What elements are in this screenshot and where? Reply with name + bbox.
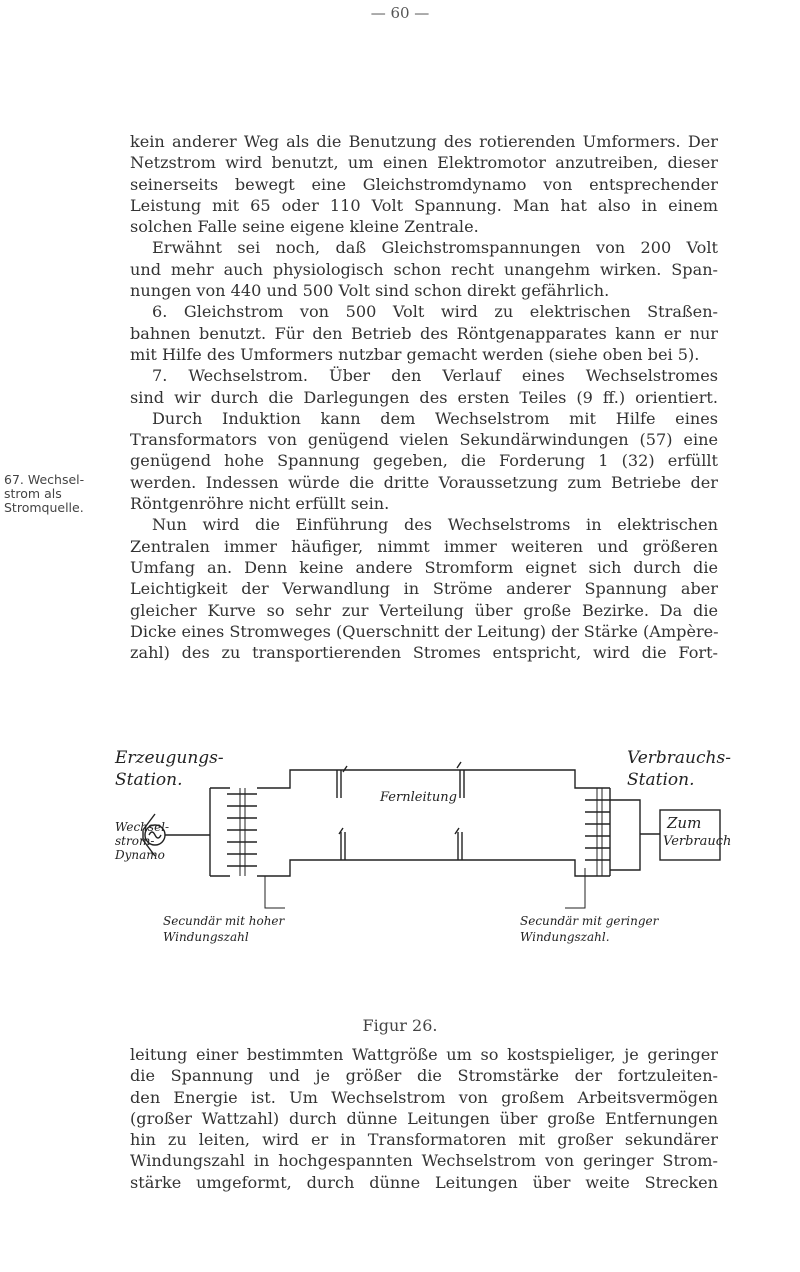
- margin-note-line: 67. Wechsel-: [4, 472, 85, 487]
- label-generating-station-2: Station.: [115, 770, 183, 790]
- label-dynamo: Wechsel-: [115, 820, 170, 834]
- text-line: Dicke eines Stromweges (Querschnitt der Leitung) der Stärke (Ampère-: [130, 621, 719, 641]
- label-secondary-low: Secundär mit geringer: [520, 914, 659, 928]
- insulator-icon: [339, 828, 345, 860]
- text-line: zahl) des zu transportierenden Stromes entspricht, wird die Fort-: [130, 643, 718, 663]
- text-line: den Energie ist. Um Wechselstrom von großem Arbeitsvermögen: [130, 1087, 718, 1107]
- text-line: seinerseits bewegt eine Gleichstromdynamo von entsprechender: [130, 174, 718, 194]
- consumer-circuit: [610, 800, 640, 870]
- margin-note-line: strom als: [4, 486, 62, 501]
- text-line: Durch Induktion kann dem Wechselstrom mit Hilfe eines: [152, 408, 718, 428]
- label-consuming-station: Verbrauchs-: [627, 748, 731, 768]
- label-consumer: Zum: [667, 814, 702, 832]
- text-line: 7. Wechselstrom. Über den Verlauf eines Wechselstromes: [152, 366, 718, 386]
- text-line: die Spannung und je größer die Stromstärke der fortzuleiten-: [130, 1066, 718, 1086]
- text-line: Windungszahl in hochgespannten Wechselstrom von geringer Strom-: [130, 1151, 718, 1171]
- text-line: bahnen benutzt. Für den Betrieb des Röntgenapparates kann er nur: [130, 323, 718, 343]
- figure-caption: Figur 26.: [362, 1016, 438, 1035]
- figure-26-diagram: [115, 748, 740, 1010]
- text-line: solchen Falle seine eigene kleine Zentrale.: [130, 217, 479, 237]
- text-line: mit Hilfe des Umformers nutzbar gemacht werden (siehe oben bei 5).: [130, 344, 700, 364]
- step-up-transformer: [227, 788, 257, 876]
- text-line: (großer Wattzahl) durch dünne Leitungen über große Entfernungen: [130, 1108, 718, 1128]
- text-line: leitung einer bestimmten Wattgröße um so kostspieliger, je geringer: [130, 1045, 718, 1064]
- text-line: werden. Indessen würde die dritte Voraussetzung zum Betriebe der: [130, 472, 718, 492]
- text-line: Leistung mit 65 oder 110 Volt Spannung. Man hat also in einem: [130, 195, 718, 215]
- step-down-transformer: [585, 788, 610, 876]
- label-generating-station: Erzeugungs-: [115, 748, 224, 768]
- label-consumer-2: Verbrauch: [663, 834, 732, 849]
- page-number: — 60 —: [370, 4, 430, 22]
- text-line: sind wir durch die Darlegungen des ersten Teiles (9 ff.) orientiert.: [130, 387, 718, 407]
- text-line: genügend hohe Spannung gegeben, die Forderung 1 (32) erfüllt: [130, 451, 718, 471]
- text-line: Röntgenröhre nicht erfüllt sein.: [130, 494, 390, 514]
- insulator-icon: [337, 766, 347, 798]
- label-secondary-high: Secundär mit hoher: [163, 914, 285, 928]
- insulator-icon: [455, 828, 462, 860]
- text-line: Erwähnt sei noch, daß Gleichstromspannungen von 200 Volt: [152, 238, 718, 258]
- text-line: Netzstrom wird benutzt, um einen Elektromotor anzutreiben, dieser: [130, 153, 718, 173]
- text-line: Leichtigkeit der Verwandlung in Ströme anderer Spannung aber: [130, 579, 718, 599]
- label-transmission-line: Fernleitung: [380, 790, 457, 805]
- text-line: nungen von 440 und 500 Volt sind schon direkt gefährlich.: [130, 281, 610, 301]
- body-text-bottom: [130, 1044, 718, 1193]
- label-secondary-high-2: Windungszahl: [163, 930, 249, 944]
- text-line: Zentralen immer häufiger, nimmt immer weiteren und größeren: [130, 536, 718, 556]
- text-line: Umfang an. Denn keine andere Stromform eignet sich durch die: [130, 557, 718, 577]
- text-line: und mehr auch physiologisch schon recht unangehm wirken. Span-: [130, 259, 718, 279]
- margin-note: [4, 473, 129, 515]
- body-text-top: [130, 131, 718, 663]
- text-line: Transformators von genügend vielen Sekundärwindungen (57) eine: [130, 430, 718, 450]
- transmission-line-top: [257, 770, 610, 788]
- label-dynamo-3: Dynamo: [115, 848, 165, 862]
- text-line: hin zu leiten, wird er in Transformatoren mit großer sekundärer: [130, 1130, 718, 1150]
- insulator-icon: [457, 762, 464, 798]
- transmission-line-bottom: [257, 860, 610, 876]
- text-line: Nun wird die Einführung des Wechselstroms in elektrischen: [152, 515, 718, 535]
- label-dynamo-2: strom-: [115, 834, 155, 848]
- text-line: gleicher Kurve so sehr zur Verteilung über große Bezirke. Da die: [130, 600, 718, 620]
- label-consuming-station-2: Station.: [627, 770, 695, 790]
- text-line: stärke umgeformt, durch dünne Leitungen über weite Strecken: [130, 1172, 718, 1192]
- text-line: 6. Gleichstrom von 500 Volt wird zu elektrischen Straßen-: [152, 302, 718, 322]
- label-secondary-low-2: Windungszahl.: [520, 930, 610, 944]
- text-line: kein anderer Weg als die Benutzung des rotierenden Umformers. Der: [130, 132, 718, 151]
- margin-note-line: Stromquelle.: [4, 500, 84, 515]
